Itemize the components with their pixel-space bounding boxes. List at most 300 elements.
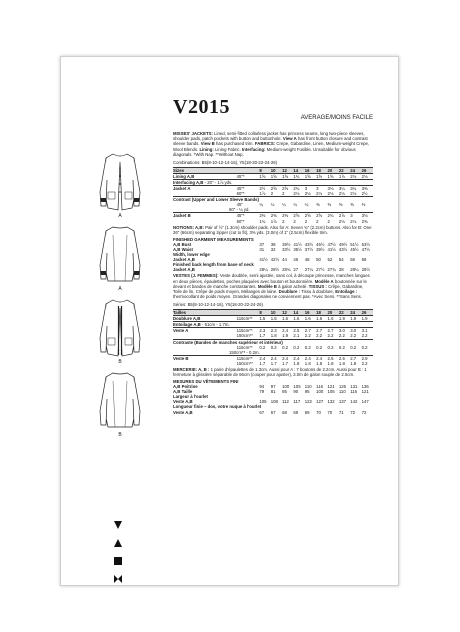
yardage-value: 3¼ <box>350 186 357 191</box>
yardage-value: 3⅜ <box>361 186 368 191</box>
measurement-value: 37 <box>259 241 265 247</box>
figure-view-b-back <box>98 369 142 438</box>
triangle-down-icon <box>113 520 123 530</box>
jacket-b-back-drawing <box>98 369 142 431</box>
view-a-label: View A <box>282 136 297 142</box>
yardage-value: 2.5 <box>293 328 300 334</box>
yardage-value: 2 <box>327 218 330 224</box>
yardage-value: 2⅛ <box>304 191 311 197</box>
figure-label: B <box>118 432 122 438</box>
yardage-value: 0.2 <box>316 344 323 350</box>
difficulty-level: AVERAGE/MOINS FACILE <box>300 115 373 121</box>
measurement-value: 43½ <box>304 241 314 247</box>
size-header: 8 <box>259 310 262 316</box>
yardage-value: 1.8 <box>327 360 334 366</box>
measurement-row <box>173 410 373 415</box>
measurement-value: 90 <box>293 389 299 395</box>
spacer <box>237 410 260 415</box>
fabric-width: 150cm** <box>236 360 253 366</box>
yardage-value: 2⅛ <box>293 191 300 197</box>
measurement-value: 70 <box>316 409 321 415</box>
measurement-value: 48 <box>304 257 310 263</box>
yardage-value: 2.1 <box>293 333 300 339</box>
yardage-value: 2.9 <box>361 355 368 361</box>
yardage-value: 2⅛ <box>338 191 345 197</box>
notions-en <box>173 225 373 235</box>
finished-measurements-title-en: FINISHED GARMENT MEASUREMENTS <box>173 236 254 242</box>
measurement-label: Finished back length from base of neck <box>173 262 254 268</box>
measurement-value: 136 <box>361 384 369 390</box>
measurement-row <box>173 267 373 272</box>
notions-text: Pair of ½" (1.3cm) shoulder pads. Also for A: Seven ¾" (2.2cm) buttons. Also for B: One 26" (66cm) separating zipper (cut to fit), 3⅜ yds. (3.0m) of 1" (2.5cm) flexible trim. <box>173 224 372 235</box>
measurement-value: 42½ <box>270 257 280 263</box>
jacket-a-front-drawing <box>98 150 142 212</box>
measurement-value: 41½ <box>293 241 302 247</box>
yardage-value: 2.7 <box>327 328 334 334</box>
measurement-value: 31 <box>259 246 265 252</box>
combinations-en: Combinations: B5(8-10-12-14-16), Y5(18-20-22-24-26) <box>173 160 278 166</box>
yardage-value: 2⅛ <box>350 218 357 224</box>
row-label: Lining A,B <box>173 173 195 179</box>
bowtie-icon <box>113 574 123 584</box>
yardage-value: 1⅝ <box>327 173 334 179</box>
yardage-value: 1.7 <box>259 333 266 339</box>
yardage-value: 1.8 <box>270 333 277 339</box>
fabrics-label: FABRICS: <box>254 141 276 147</box>
measurement-value: 54 <box>338 257 344 263</box>
size-header: 24 <box>350 310 355 316</box>
yardage-value: 2⅝ <box>270 186 277 191</box>
row-width-text: - 51cm - 1.7m. <box>200 322 230 328</box>
yardage-value: 1.6 <box>282 316 289 322</box>
notions-label: NOTIONS: A,B: <box>173 224 204 230</box>
measurement-value: 70 <box>327 409 333 415</box>
measurement-label: Veste A,B <box>173 399 193 405</box>
yardage-value: 2⅝ <box>304 213 311 219</box>
measurement-value: 68 <box>282 409 287 415</box>
measurement-label: A,B Bust <box>173 241 192 247</box>
size-header: 14 <box>293 167 299 173</box>
yardage-value: 2 <box>270 191 274 197</box>
measurement-value: 79 <box>259 389 265 395</box>
yardage-value: ¼ <box>270 202 275 208</box>
triangle-up-icon <box>113 538 123 548</box>
finished-table-fr <box>173 384 373 415</box>
interfacing-text: thermocollant de poids moyen. Grandes diagonales ne conviennent pas. *Avec Sens. **Sans Sens. <box>173 294 362 300</box>
description-title: VESTES (J. FEMMES): <box>173 273 219 279</box>
yardage-value: 2⅛ <box>350 173 357 179</box>
measurement-label: Largeur à l'ourlet <box>173 394 208 400</box>
interfacing-text: Medium-weight Fusible. Unsuitable for obvious diagonals. *With Nap. **Without Nap. <box>173 146 356 157</box>
size-header: 16 <box>304 167 310 173</box>
yardage-value: ¼ <box>282 202 286 208</box>
fabric-width: 60"* <box>236 191 245 197</box>
measurement-value: 53½ <box>361 241 370 247</box>
figure-label: B <box>118 359 122 365</box>
measurement-value: 142 <box>350 399 358 405</box>
yardage-value: 2 <box>282 218 285 224</box>
measurement-value: 41½ <box>259 257 268 263</box>
measurement-value: 121 <box>361 389 369 395</box>
measurement-value: 126 <box>338 384 347 390</box>
row-width-text: 60" - ¼ yd. <box>229 207 250 213</box>
measurement-value: 122 <box>304 399 312 405</box>
figure-label: A <box>118 213 122 219</box>
yardage-value: 1.7 <box>259 360 266 366</box>
yardage-value: 0.2 <box>327 344 334 350</box>
measurement-value: 95 <box>304 389 310 395</box>
fabric-width: 45" <box>236 202 243 208</box>
measurement-label: A,B Waist <box>173 246 193 252</box>
view-a-text: boutonnée sur le devant et bandes de manche contrastantes. <box>173 278 367 289</box>
description-title: MISSES' JACKETS: <box>173 131 213 136</box>
yardage-value: ¼ <box>293 202 298 208</box>
size-header: 20 <box>327 167 333 173</box>
row-width-text: 150cm** - 0.2m. <box>229 349 260 355</box>
yardage-value: 0.2 <box>270 344 277 350</box>
measurement-value: 28¼ <box>350 267 359 273</box>
yardage-value: 3¼ <box>338 186 345 191</box>
yardage-table-en <box>173 167 373 224</box>
measurement-value: 147 <box>361 399 369 405</box>
measurement-label: Jacket A,B <box>173 267 195 273</box>
yardage-value: 1⅝ <box>304 173 311 179</box>
yardage-row <box>173 361 373 366</box>
yardage-value: 2¾ <box>327 213 334 219</box>
yardage-value: 2 <box>282 191 285 197</box>
row-label: Veste A <box>173 328 189 334</box>
description-fr <box>173 273 373 299</box>
row-label-text: Contrast (Upper and Lower Sleeve Bands) <box>173 197 259 203</box>
yardage-value: 2 <box>293 218 296 224</box>
measurement-value: 47½ <box>327 241 336 247</box>
sizes-label: Sizes <box>173 167 184 173</box>
square-icon <box>113 556 123 566</box>
measurement-value: 116 <box>316 384 323 390</box>
measurement-value: 27½ <box>316 267 325 273</box>
measurement-value: 58 <box>361 257 367 263</box>
figure-view-a-back <box>98 223 142 292</box>
fabrics-text: Crêpe, Gabardine, Toile de lin, Crêpe de poids moyen, Mélanges de laine. <box>173 283 364 294</box>
measurement-value: 81 <box>270 389 276 395</box>
row-label-text: Entoilage A,B <box>173 322 201 328</box>
yardage-value: 2.2 <box>361 333 368 339</box>
yardage-value: 2 <box>316 218 319 224</box>
row-label: Doublure A,B <box>173 316 201 322</box>
difficulty-markers <box>113 518 127 590</box>
interfacing-label: Interfacing: <box>241 146 266 152</box>
size-header: 10 <box>270 310 276 316</box>
measurement-value: 41½ <box>327 246 336 252</box>
description-en <box>173 131 373 157</box>
yardage-value: 2⅝ <box>293 213 300 219</box>
view-b-label: View B <box>200 141 215 147</box>
yardage-value: 1.9 <box>282 333 289 339</box>
measurement-value: 38 <box>270 241 276 247</box>
figure-label: A <box>118 286 122 292</box>
yardage-value: 1¾ <box>259 218 266 224</box>
yardage-value: ⅜ <box>316 202 320 208</box>
yardage-value: 2⅞ <box>338 213 345 219</box>
yardage-value: 1.5 <box>259 316 266 322</box>
yardage-value: 1.9 <box>361 316 368 322</box>
yardage-value: 1.6 <box>327 316 334 322</box>
yardage-value: 1.7 <box>282 360 289 366</box>
yardage-value: 2.7 <box>316 328 323 334</box>
yardage-value: 1.8 <box>304 360 311 366</box>
measurement-value: 28 <box>338 267 344 273</box>
sizes-label: Tailles <box>173 310 187 316</box>
yardage-value: 2.4 <box>270 355 277 361</box>
measurement-value: 110 <box>304 384 312 390</box>
yardage-value: 1⅞ <box>259 191 266 197</box>
measurement-value: 100 <box>316 389 324 395</box>
yardage-value: 2⅝ <box>282 186 289 191</box>
size-header: 18 <box>316 310 321 316</box>
fabric-width: 45"* <box>236 213 245 219</box>
yardage-value: 1.6 <box>316 316 323 322</box>
yardage-value: ¼ <box>304 202 309 208</box>
notions-label: MERCERIE: A, B : <box>173 366 210 372</box>
row-label: Jacket B <box>173 213 191 219</box>
yardage-value: 2.2 <box>338 333 345 339</box>
view-a-text: has front button closure and contrast sleeve bands. <box>173 136 368 147</box>
yardage-value: 2⅛ <box>316 191 323 197</box>
measurement-value: 27¾ <box>327 267 336 273</box>
measurement-label: Jacket A,B <box>173 257 195 263</box>
view-a-label: Modèle A <box>314 278 334 284</box>
measurement-value: 52 <box>327 257 333 263</box>
yardage-value: 2⅛ <box>327 191 334 197</box>
yardage-value: 2.3 <box>270 328 277 334</box>
yardage-value: 1⅝ <box>270 173 277 179</box>
jacket-b-front-drawing <box>98 296 142 358</box>
size-header: 16 <box>304 310 310 316</box>
yardage-value: 2.5 <box>327 355 334 361</box>
jacket-a-back-drawing <box>98 223 142 285</box>
header <box>173 97 373 131</box>
view-b-text: has purchased trim. <box>215 141 254 147</box>
description-text: Veste doublée, semi ajustée, sans col, à découpe princesse, manches longues en deux pièces, épaulettes, poches plaquées avec bouton et boutonnière. <box>173 273 370 284</box>
measurement-value: 67 <box>259 409 265 415</box>
row-width-text: - 20" - 1⅞ yds. <box>203 179 233 185</box>
yardage-value: 1.8 <box>338 360 345 366</box>
measurement-value: 32 <box>270 246 276 252</box>
measurement-value: 50 <box>316 257 321 263</box>
yardage-value: 2½ <box>361 191 368 197</box>
fabric-width: 115cm** <box>236 328 253 334</box>
yardage-value: 1⅞ <box>338 173 345 179</box>
yardage-value: 3 <box>350 213 353 219</box>
yardage-value: ¼ <box>259 202 263 208</box>
fabric-width: 115cm** <box>236 355 253 361</box>
yardage-value: 0.2 <box>350 344 357 350</box>
yardage-value: 2⅜ <box>270 213 277 219</box>
yardage-value: 3 <box>316 186 319 191</box>
yardage-value: 1⅝ <box>282 173 289 179</box>
yardage-value: 2.4 <box>304 355 311 361</box>
yardage-value: 2⅝ <box>316 213 323 219</box>
size-header: 12 <box>282 310 287 316</box>
figure-view-a-front <box>98 150 142 219</box>
size-header: 18 <box>316 167 321 173</box>
yardage-value: 3.0 <box>350 328 357 334</box>
measurement-value: 110 <box>338 389 346 395</box>
measurement-value: 47½ <box>361 246 370 252</box>
view-b-text: à galon acheté. <box>278 283 308 289</box>
row-label: Veste B <box>173 355 189 361</box>
measurement-label: A,B Poitrine <box>173 384 198 390</box>
measurement-value: 39½ <box>316 246 325 252</box>
yardage-value: 3.0 <box>338 328 345 334</box>
yardage-table-fr <box>173 309 373 366</box>
measurement-value: 127 <box>316 399 324 405</box>
row-label <box>173 361 237 366</box>
yardage-value: 1.8 <box>316 360 323 366</box>
measurement-value: 117 <box>293 399 301 405</box>
notions-text: 1 paire d'épaulettes de 1.3cm. Aussi pour A : 7 boutons de 2.2cm. Aussi pour B : 1 fermeture à glissière séparable de 66cm (couper pour ajuster), 3.0m de galon souple de 2.5cm. <box>173 366 367 378</box>
size-header: 24 <box>350 167 355 173</box>
size-header: 8 <box>259 167 262 173</box>
fabric-width: 45"* <box>236 173 245 179</box>
yardage-value: 3.1 <box>361 328 368 334</box>
garment-illustrations <box>96 150 158 438</box>
yardage-value: 2¾ <box>293 186 300 191</box>
size-header: 10 <box>270 167 276 173</box>
fabric-width: 150cm** <box>236 333 253 339</box>
fabrics-text: Crepe, Gabardine, Linen, Medium-weight Crepe, Wool Blends. <box>173 141 370 152</box>
yardage-value: 2.7 <box>304 328 311 334</box>
yardage-value: 1.9 <box>350 316 357 322</box>
measurement-value: 105 <box>293 384 301 390</box>
measurement-value: 116 <box>350 389 358 395</box>
yardage-value: ⅜ <box>350 202 354 208</box>
yardage-value: 0.2 <box>361 344 368 350</box>
measurement-value: 45½ <box>350 246 359 252</box>
size-header: 26 <box>361 167 367 173</box>
fabric-width: 60"* <box>236 218 245 224</box>
interfacing-label: Entoilage : <box>335 288 358 294</box>
measurement-value: 28¾ <box>282 267 291 273</box>
yardage-value: 2.2 <box>361 360 368 366</box>
row-label <box>173 219 237 224</box>
fabric-width: 45"* <box>236 186 245 191</box>
yardage-value: 2.4 <box>293 355 300 361</box>
lining-text: Lining Fabric. <box>214 146 241 152</box>
measurement-value: 72 <box>361 409 367 415</box>
yardage-value: 2.3 <box>259 328 266 334</box>
measurement-value: 37½ <box>304 246 314 252</box>
yardage-value: ⅜ <box>361 202 366 208</box>
description-text: Lined, semi-fitted collarless jacket has princess seams, long two-piece sleeves, shoulder pads, patch pockets with button and buttonhole. <box>173 131 365 142</box>
measurement-value: 51½ <box>350 241 359 247</box>
yardage-value: 3⅛ <box>361 213 368 219</box>
measurement-value: 28½ <box>361 267 370 273</box>
yardage-value: 2.7 <box>350 355 357 361</box>
yardage-value: 2⅛ <box>350 191 357 197</box>
yardage-value: 0.2 <box>259 344 266 350</box>
measurement-value: 35½ <box>293 246 302 252</box>
measurement-value: 105 <box>327 389 335 395</box>
yardage-value: 2.4 <box>282 328 289 334</box>
yardage-value: 2.4 <box>316 355 323 361</box>
yardage-value: 2.4 <box>282 355 289 361</box>
measurement-label: A,B Taille <box>173 389 193 395</box>
yardage-value: ⅜ <box>338 202 343 208</box>
measurement-value: 39½ <box>282 241 291 247</box>
spacer <box>237 267 260 272</box>
measurement-value: 67 <box>270 409 276 415</box>
yardage-value: 1.8 <box>350 360 357 366</box>
size-header: 12 <box>282 167 287 173</box>
yardage-value: 2⅜ <box>259 213 266 219</box>
yardage-value: 1.9 <box>338 316 345 322</box>
measurement-value: 28¼ <box>259 267 268 273</box>
yardage-value: 0.2 <box>282 344 289 350</box>
lining-text: Tissu à doublure, <box>301 288 335 294</box>
measurement-value: 100 <box>282 384 290 390</box>
yardage-value: 1⅞ <box>270 218 277 224</box>
measurement-value: 69 <box>293 409 299 415</box>
size-header: 22 <box>338 167 344 173</box>
yardage-value: 2⅛ <box>361 173 368 179</box>
measurement-label: Veste A,B <box>173 409 193 415</box>
yardage-value: 2½ <box>259 186 266 191</box>
yardage-value: 2.2 <box>316 333 323 339</box>
measurement-value: 72 <box>350 409 355 415</box>
measurement-value: 132 <box>327 399 335 405</box>
size-header: 26 <box>361 310 367 316</box>
measurement-value: 69 <box>304 409 310 415</box>
finished-table-en <box>173 242 373 273</box>
yardage-value: 2.4 <box>259 355 266 361</box>
measurement-value: 108 <box>270 399 278 405</box>
measurement-value: 94 <box>259 384 265 390</box>
measurement-value: 131 <box>350 384 358 390</box>
row-label: Jacket A <box>173 186 191 191</box>
combinations-fr: Séries: B5(8-10-12-14-16), Y5(18-20-22-24-26) <box>173 302 263 308</box>
fabric-width: 115cm** <box>236 344 253 350</box>
measurement-value: 45½ <box>316 241 325 247</box>
measurement-value: 33½ <box>282 246 291 252</box>
yardage-value: 2⅜ <box>282 213 289 219</box>
finished-measurements-title-fr: MESURES DU VÊTEMENTS FINI <box>173 378 239 384</box>
measurement-value: 121 <box>327 384 335 390</box>
yardage-value: 0.2 <box>338 344 345 350</box>
measurement-value: 44 <box>282 257 287 263</box>
lining-label: Doublure : <box>278 288 301 294</box>
yardage-value: 1¾ <box>293 173 300 179</box>
row-label-text: Interfacing A,B <box>173 179 204 185</box>
yardage-value: ⅜ <box>327 202 332 208</box>
measurement-value: 27¼ <box>304 267 314 273</box>
yardage-value: 2⅛ <box>338 218 345 224</box>
measurement-label: Width, lower edge <box>173 251 210 257</box>
measurement-value: 46 <box>293 257 299 263</box>
yardage-value: 1.7 <box>270 360 277 366</box>
measurement-value: 56 <box>350 257 355 263</box>
yardage-value: 1.6 <box>304 316 311 322</box>
measurement-value: 112 <box>282 399 289 405</box>
pattern-info-column <box>173 97 373 415</box>
measurement-value: 137 <box>338 399 347 405</box>
figure-view-b-front <box>98 296 142 365</box>
yardage-value: 2⅜ <box>361 218 368 224</box>
measurement-value: 28½ <box>270 267 280 273</box>
yardage-value: 3 <box>304 186 308 191</box>
yardage-value: 1⅝ <box>259 173 266 179</box>
measurement-value: 27 <box>293 267 299 273</box>
